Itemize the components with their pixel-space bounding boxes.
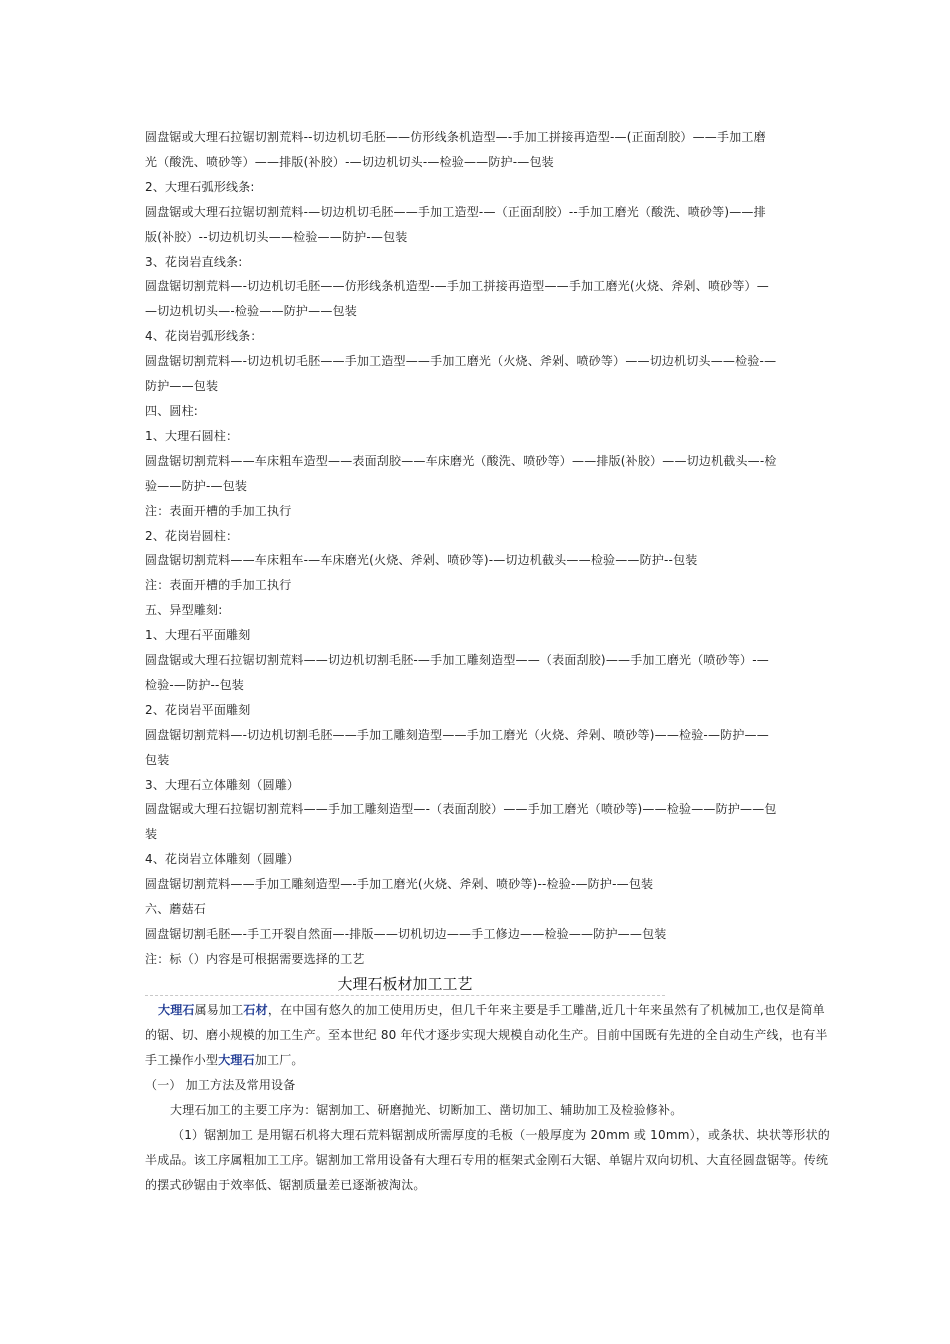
keyword-link[interactable]: 大理石 [158, 1003, 195, 1017]
text-span: 简单的锯、切、磨小规模的加工生产。至本世纪 80 年代才逐步实现大规模自动化生产。目前中国既有先进的全自动生产 [145, 1003, 825, 1042]
text-line: 注：表面开槽的手加工执行 [145, 578, 292, 593]
text-span: 状的半成品。该工序属粗加工工序。锯割加工常用设备有大理石专用的框架式金刚石大锯、单锯片双向切机、大直径圆盘锯 [145, 1128, 830, 1167]
text-line: 圆盘锯切割荒料——车床粗车-—车床磨光(火烧、斧剁、喷砂等)-—切边机截头——检验——防护--包装 [145, 553, 698, 568]
text-line: 圆盘锯切割毛胚—-手工开裂自然面—-排版——切机切边——手工修边——检验——防护——包装 [145, 927, 667, 941]
text-line: 4、花岗岩立体雕刻（圆雕） [145, 852, 300, 867]
text-line: 圆盘锯或大理石拉锯切割荒料-—切边机切毛胚——手加工造型-—（正面刮胶）--手加工磨光（酸洗、喷砂等)——排 [145, 204, 766, 219]
text-line: 装 [145, 827, 158, 842]
text-span: ，在中国有悠久的加工使用历史，但几千年来主要是手工雕凿,近几十年来虽然有了机械加工,也仅是 [267, 1003, 801, 1017]
text-line: 3、大理石立体雕刻（圆雕） [145, 777, 300, 792]
text-span: 等。传统的摆式砂锯由于效率低、锯割质量差已逐渐被淘汰。 [145, 1153, 829, 1192]
text-line: 1、大理石平面雕刻 [145, 628, 251, 643]
text-line: 检验-—防护--包装 [145, 677, 244, 692]
text-line: 圆盘锯或大理石拉锯切割荒料--切边机切毛胚——仿形线条机造型—-手加工拼接再造型-—(正面刮胶）——手加工磨 [145, 130, 766, 144]
process-list [145, 125, 810, 972]
sub-heading: （一） 加工方法及常用设备 [145, 1078, 296, 1092]
text-line: 1、大理石圆柱： [145, 428, 239, 443]
text-span: 属易加工 [194, 1003, 244, 1017]
keyword-link[interactable]: 石材 [243, 1003, 268, 1017]
text-line: 注：表面开槽的手加工执行 [145, 503, 292, 518]
text-line: 圆盘锯切割荒料——手加工雕刻造型—-手加工磨光(火烧、斧剁、喷砂等)--检验-—防护-—包装 [145, 877, 654, 892]
text-line: —切边机切头—-检验——防护——包装 [145, 304, 357, 319]
text-line: 圆盘锯切割荒料—-切边机切毛胚——仿形线条机造型-—手加工拼接再造型——手加工磨光(火烧、斧剁、喷砂等）— [145, 279, 769, 294]
text-line: 防护——包装 [145, 379, 219, 394]
text-line: 4、花岗岩弧形线条： [145, 329, 263, 344]
section-title: 大理石板材加工工艺 [337, 975, 473, 993]
text-span: 线，也有半手工操作小型 [145, 1028, 828, 1067]
text-line: 圆盘锯或大理石拉锯切割荒料——切边机切割毛胚-—手加工雕刻造型——（表面刮胶)——手加工磨光（喷砂等）-— [145, 653, 769, 668]
text-line: 3、花岗岩直线条: [145, 254, 243, 269]
text-line: 光（酸洗、喷砂等）——排版(补胶）-—切边机切头-—检验——防护-—包装 [145, 154, 554, 169]
text-line: 六、蘑菇石 [145, 902, 207, 917]
text-span: 加工厂。 [254, 1053, 304, 1067]
text-line: 2、花岗岩平面雕刻 [145, 702, 251, 717]
text-line: 圆盘锯或大理石拉锯切割荒料——手加工雕刻造型—-（表面刮胶）——手加工磨光（喷砂等)——检验——防护——包 [145, 802, 777, 817]
saw-paragraph [145, 1123, 835, 1198]
text-line: 圆盘锯切割荒料—-切边机切毛胚——手加工造型——手加工磨光（火烧、斧剁、喷砂等）——切边机切头——检验-— [145, 354, 777, 369]
text-line: 圆盘锯切割荒料——车床粗车造型——表面刮胶——车床磨光（酸洗、喷砂等）——排版(补胶）——切边机截头—-检 [145, 453, 777, 468]
text-line: 2、大理石弧形线条: [145, 179, 255, 194]
text-line: 注：标（）内容是可根据需要选择的工艺 [145, 951, 365, 966]
text-line: 圆盘锯切割荒料—-切边机切割毛胚——手加工雕刻造型——手加工磨光（火烧、斧剁、喷砂等)——检验-—防护—— [145, 727, 769, 742]
text-line: 包装 [145, 752, 170, 767]
text-span: （1）锯割加工 是用锯石机将大理石荒料锯割成所需厚度的毛板（一般厚度为 20mm 或 10mm），或条状、块状等形 [172, 1128, 806, 1142]
intro-paragraph [145, 998, 835, 1073]
text-line: 四、圆柱: [145, 403, 199, 418]
process-paragraph: 大理石加工的主要工序为：锯割加工、研磨抛光、切断加工、凿切加工、辅助加工及检验修补。 [170, 1103, 683, 1117]
text-line: 版(补胶）--切边机切头——检验——防护-—包装 [145, 229, 408, 244]
text-line: 验——防护-—包装 [145, 478, 248, 493]
text-line: 五、异型雕刻: [145, 603, 223, 618]
text-line: 2、花岗岩圆柱： [145, 528, 239, 543]
title-divider [145, 995, 665, 996]
keyword-link[interactable]: 大理石 [218, 1053, 255, 1067]
article-body [145, 998, 835, 1198]
